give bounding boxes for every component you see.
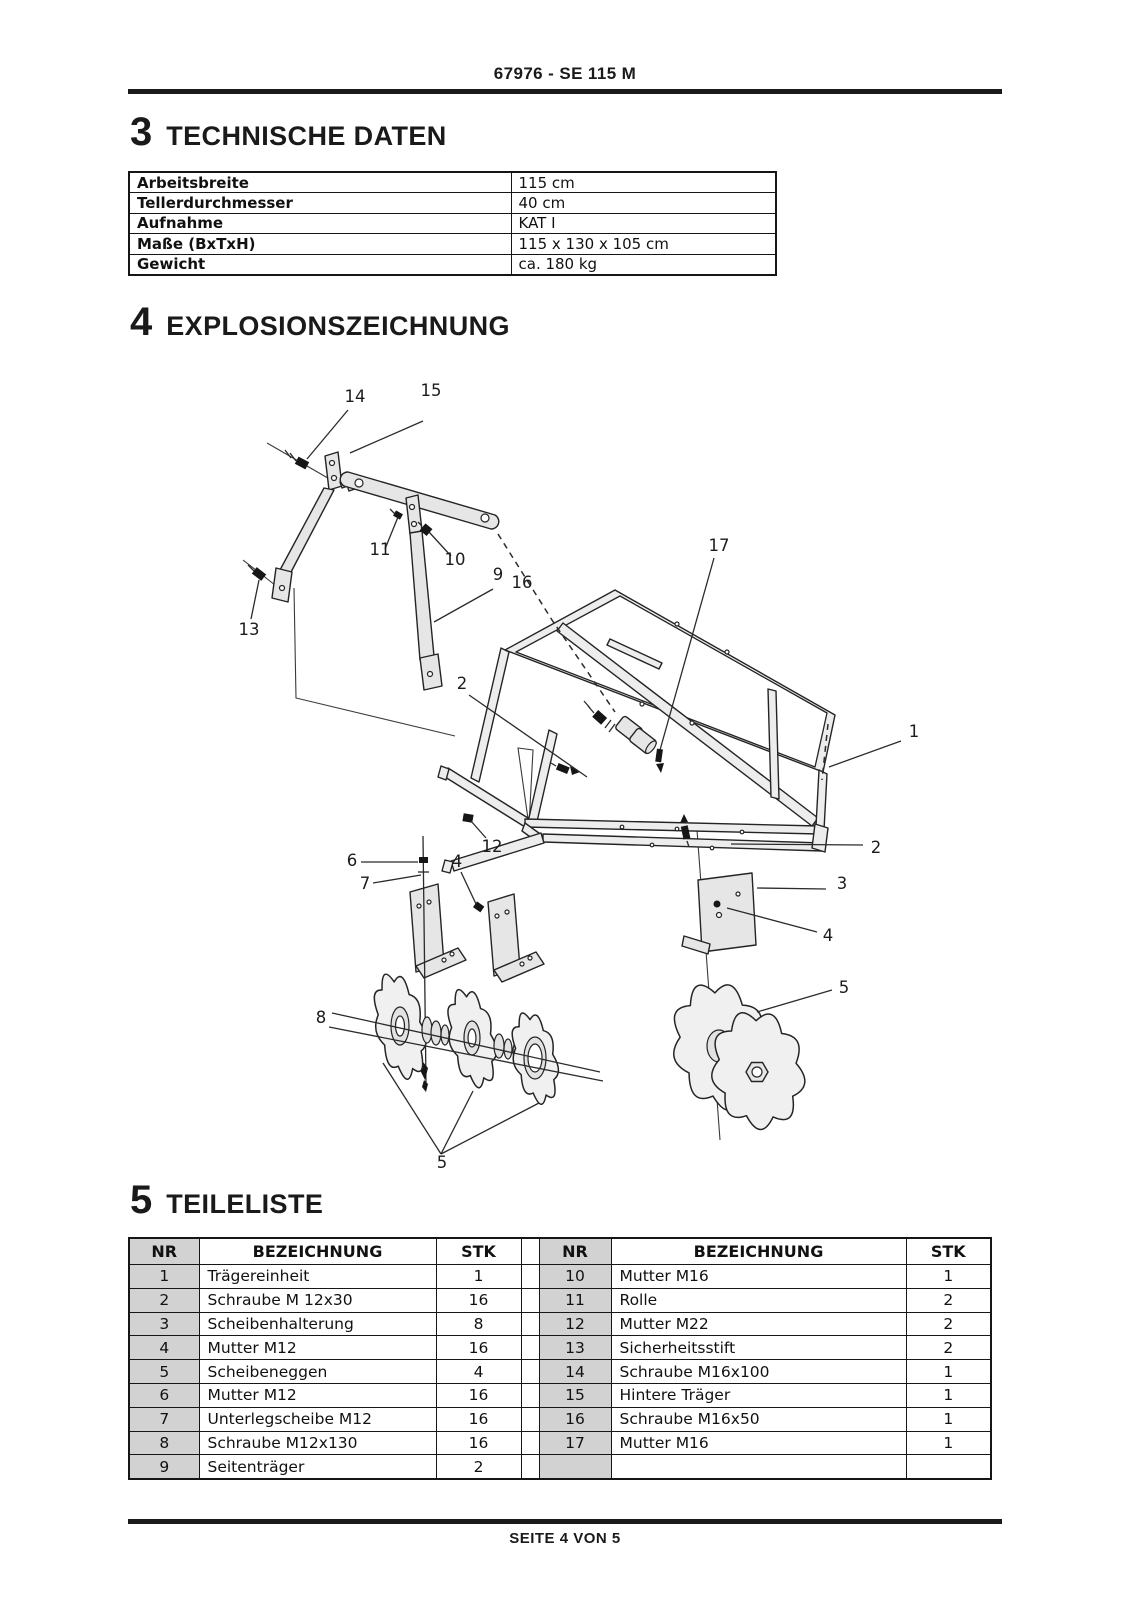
callout-8: 8 — [315, 1008, 327, 1027]
spacer-cell — [521, 1383, 539, 1407]
part-qty: 1 — [436, 1265, 521, 1289]
col-header-nr: NR — [539, 1238, 611, 1265]
callout-5: 5 — [838, 978, 850, 997]
page-number: SEITE 4 VON 5 — [509, 1530, 621, 1547]
table-row — [129, 1336, 991, 1360]
col-header-nr: NR — [129, 1238, 199, 1265]
callout-10: 10 — [444, 550, 466, 569]
callout-2: 2 — [456, 674, 468, 693]
table-row — [129, 1265, 991, 1289]
hitch-assembly — [248, 450, 499, 690]
part-qty — [906, 1455, 991, 1479]
footer-rule — [128, 1519, 1002, 1524]
part-qty: 4 — [436, 1360, 521, 1384]
part-qty: 1 — [906, 1431, 991, 1455]
spacer-cell — [521, 1336, 539, 1360]
section-title: TECHNISCHE DATEN — [166, 121, 447, 151]
tech-value: 115 x 130 x 105 cm — [511, 234, 776, 254]
spacer-cell — [521, 1312, 539, 1336]
part-qty: 1 — [906, 1265, 991, 1289]
part-nr: 15 — [539, 1383, 611, 1407]
part-name: Schraube M16x50 — [611, 1407, 906, 1431]
callout-17: 17 — [708, 536, 730, 555]
part-name: Mutter M12 — [199, 1336, 436, 1360]
bolt-13 — [248, 565, 266, 581]
section-technical-heading — [130, 112, 447, 152]
part-nr: 9 — [129, 1455, 199, 1479]
tech-label: Arbeitsbreite — [129, 172, 511, 193]
part-qty: 1 — [906, 1383, 991, 1407]
part-qty: 8 — [436, 1312, 521, 1336]
callout-3: 3 — [836, 874, 848, 893]
document-header-title: 67976 - SE 115 M — [493, 64, 637, 83]
part-nr: 11 — [539, 1288, 611, 1312]
part-name: Trägereinheit — [199, 1265, 436, 1289]
callout-15: 15 — [420, 381, 442, 400]
table-row — [129, 1288, 991, 1312]
callout-13: 13 — [238, 620, 260, 639]
part-nr: 13 — [539, 1336, 611, 1360]
part-name: Mutter M16 — [611, 1431, 906, 1455]
part-name: Schraube M16x100 — [611, 1360, 906, 1384]
part-name: Schraube M 12x30 — [199, 1288, 436, 1312]
callout-4: 4 — [822, 926, 834, 945]
part-name: Seitenträger — [199, 1455, 436, 1479]
spacer-cell — [521, 1265, 539, 1289]
col-header-qty: STK — [436, 1238, 521, 1265]
section-parts-heading — [130, 1180, 323, 1220]
table-row — [129, 1312, 991, 1336]
nut-6 — [419, 857, 428, 863]
spacer-cell — [521, 1455, 539, 1479]
tech-label: Tellerdurchmesser — [129, 193, 511, 213]
spacer-cell — [521, 1238, 539, 1265]
part-qty: 16 — [436, 1431, 521, 1455]
part-qty: 16 — [436, 1407, 521, 1431]
tech-value: ca. 180 kg — [511, 254, 776, 275]
right-disc-assembly — [659, 873, 812, 1136]
exploded-drawing — [222, 368, 922, 1178]
tech-value: KAT I — [511, 213, 776, 233]
part-nr: 2 — [129, 1288, 199, 1312]
table-header-row — [129, 1238, 991, 1265]
table-row — [129, 1431, 991, 1455]
section-drawing-heading — [130, 302, 510, 342]
hex-nut — [746, 1063, 768, 1082]
callout-labels — [239, 381, 920, 1172]
part-nr: 14 — [539, 1360, 611, 1384]
part-qty: 16 — [436, 1288, 521, 1312]
spacer-cell — [521, 1360, 539, 1384]
bolt-16 — [584, 701, 607, 725]
part-name: Schraube M12x130 — [199, 1431, 436, 1455]
part-qty: 2 — [436, 1455, 521, 1479]
bolt-4 — [473, 901, 484, 912]
callout-16: 16 — [511, 573, 533, 592]
part-name: Scheibeneggen — [199, 1360, 436, 1384]
part-qty: 1 — [906, 1407, 991, 1431]
col-header-name: BEZEICHNUNG — [199, 1238, 436, 1265]
callout-2: 2 — [870, 838, 882, 857]
part-qty: 2 — [906, 1312, 991, 1336]
part-nr — [539, 1455, 611, 1479]
section-title: TEILELISTE — [166, 1189, 324, 1219]
parts-list-table — [128, 1237, 992, 1480]
callout-1: 1 — [908, 722, 920, 741]
part-qty: 1 — [906, 1360, 991, 1384]
table-row — [129, 172, 776, 193]
section-title: EXPLOSIONSZEICHNUNG — [166, 311, 510, 341]
callout-4: 4 — [451, 852, 463, 871]
part-name: Hintere Träger — [611, 1383, 906, 1407]
part-name: Mutter M12 — [199, 1383, 436, 1407]
part-name: Unterlegscheibe M12 — [199, 1407, 436, 1431]
disc-bracket — [682, 873, 756, 954]
disc-bracket — [410, 884, 466, 978]
part-nr: 16 — [539, 1407, 611, 1431]
table-row — [129, 1360, 991, 1384]
part-nr: 1 — [129, 1265, 199, 1289]
table-row — [129, 254, 776, 275]
section-number: 5 — [130, 1178, 153, 1222]
table-row — [129, 1383, 991, 1407]
bolt-14 — [285, 450, 309, 469]
part-nr: 5 — [129, 1360, 199, 1384]
part-name: Mutter M16 — [611, 1265, 906, 1289]
tech-value: 115 cm — [511, 172, 776, 193]
part-name: Mutter M22 — [611, 1312, 906, 1336]
table-row — [129, 234, 776, 254]
callout-11: 11 — [369, 540, 391, 559]
part-nr: 7 — [129, 1407, 199, 1431]
part-name: Rolle — [611, 1288, 906, 1312]
section-number: 4 — [130, 300, 153, 344]
part-qty: 2 — [906, 1336, 991, 1360]
tech-value: 40 cm — [511, 193, 776, 213]
part-name — [611, 1455, 906, 1479]
tech-label: Aufnahme — [129, 213, 511, 233]
tech-label: Maße (BxTxH) — [129, 234, 511, 254]
bolt-11 — [390, 509, 403, 520]
col-header-name: BEZEICHNUNG — [611, 1238, 906, 1265]
table-row — [129, 1455, 991, 1479]
disc-bracket — [488, 894, 544, 982]
nut-17 — [655, 749, 664, 773]
part-nr: 3 — [129, 1312, 199, 1336]
part-nr: 6 — [129, 1383, 199, 1407]
part-qty: 2 — [906, 1288, 991, 1312]
part-name: Sicherheitsstift — [611, 1336, 906, 1360]
table-row — [129, 193, 776, 213]
col-header-qty: STK — [906, 1238, 991, 1265]
part-nr: 12 — [539, 1312, 611, 1336]
callout-12: 12 — [481, 837, 503, 856]
header-rule — [128, 89, 1002, 94]
callout-9: 9 — [492, 565, 504, 584]
table-row — [129, 1407, 991, 1431]
spacer-cell — [521, 1407, 539, 1431]
callout-5: 5 — [436, 1153, 448, 1172]
part-qty: 16 — [436, 1336, 521, 1360]
callout-6: 6 — [346, 851, 358, 870]
callout-14: 14 — [344, 387, 366, 406]
part-name: Scheibenhalterung — [199, 1312, 436, 1336]
spacer-cell — [521, 1431, 539, 1455]
callout-7: 7 — [359, 874, 371, 893]
part-nr: 8 — [129, 1431, 199, 1455]
technical-data-table — [128, 171, 777, 276]
part-qty: 16 — [436, 1383, 521, 1407]
part-nr: 17 — [539, 1431, 611, 1455]
tech-label: Gewicht — [129, 254, 511, 275]
leader-lines — [251, 410, 901, 1154]
table-row — [129, 213, 776, 233]
part-nr: 10 — [539, 1265, 611, 1289]
section-number: 3 — [130, 110, 153, 154]
part-nr: 4 — [129, 1336, 199, 1360]
spacer-cell — [521, 1288, 539, 1312]
